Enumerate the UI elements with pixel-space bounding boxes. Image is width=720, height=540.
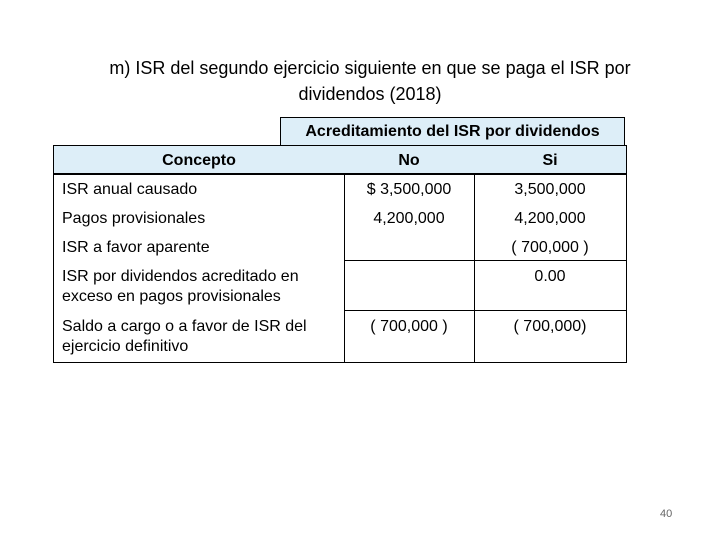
slide-title-line-1: m) ISR del segundo ejercicio siguiente en que se paga el ISR por bbox=[109, 58, 631, 78]
row-4-si: 0.00 bbox=[534, 268, 566, 285]
column-header-row bbox=[53, 145, 627, 173]
column-header-si: Si bbox=[542, 152, 558, 169]
slide-title bbox=[40, 55, 700, 107]
row-divider bbox=[344, 260, 474, 261]
row-1-no: $ 3,500,000 bbox=[366, 181, 452, 198]
row-2-concepto: Pagos provisionales bbox=[62, 210, 206, 227]
row-4-concepto-line-1: ISR por dividendos acreditado en bbox=[62, 268, 299, 285]
row-5-concepto-line-1: Saldo a cargo o a favor de ISR del bbox=[62, 318, 307, 335]
row-divider bbox=[474, 260, 626, 261]
page-number: 40 bbox=[660, 508, 673, 520]
row-4-concepto-line-2: exceso en pagos provisionales bbox=[62, 288, 281, 305]
row-5-concepto-line-2: ejercicio definitivo bbox=[62, 338, 189, 355]
isr-table bbox=[53, 117, 627, 363]
row-4-concepto bbox=[62, 267, 342, 307]
row-2-si: 4,200,000 bbox=[514, 210, 586, 227]
column-header-no: No bbox=[398, 152, 420, 169]
row-5-si: ( 700,000) bbox=[513, 318, 587, 335]
row-3-concepto: ISR a favor aparente bbox=[62, 239, 210, 256]
slide-title-line-2: dividendos (2018) bbox=[298, 84, 442, 104]
table-body bbox=[53, 173, 627, 363]
row-5-no: ( 700,000 ) bbox=[370, 318, 448, 335]
row-5-concepto bbox=[62, 317, 342, 357]
group-header: Acreditamiento del ISR por dividendos bbox=[280, 117, 625, 145]
row-1-concepto: ISR anual causado bbox=[62, 181, 198, 198]
column-header-concepto: Concepto bbox=[162, 152, 236, 169]
row-1-si: 3,500,000 bbox=[514, 181, 586, 198]
row-2-no: 4,200,000 bbox=[373, 210, 445, 227]
row-3-si: ( 700,000 ) bbox=[511, 239, 589, 256]
row-divider bbox=[344, 310, 626, 311]
